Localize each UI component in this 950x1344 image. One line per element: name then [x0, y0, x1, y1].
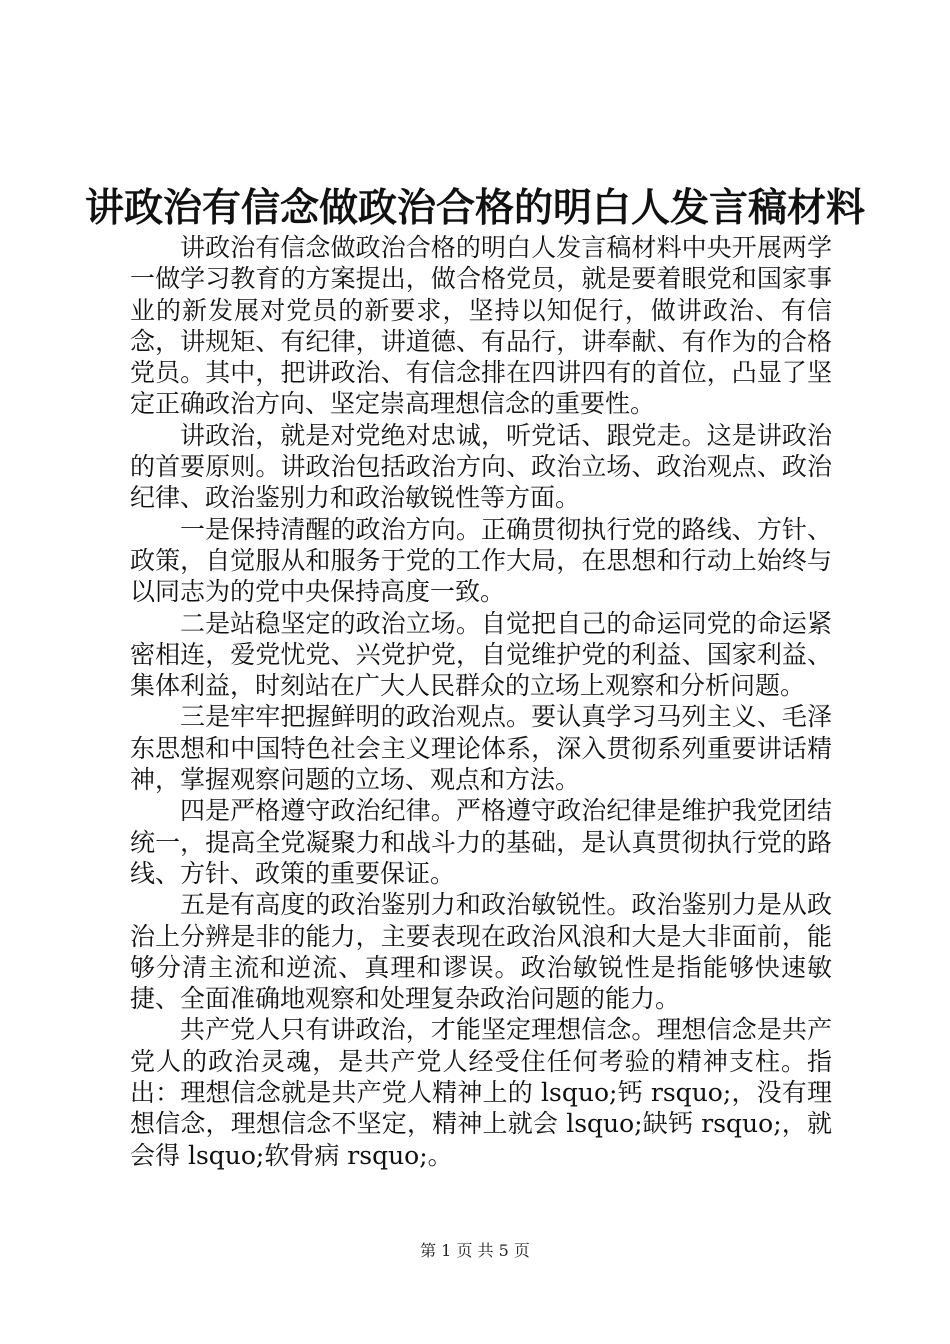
paragraph: 共产党人只有讲政治，才能坚定理想信念。理想信念是共产党人的政治灵魂，是共产党人经受住任何考验的精神支柱。指出：理想信念就是共产党人精神上的 lsquo;钙 rsquo;，没有理想信念，理想信念不坚定，精神上就会 lsquo;缺钙 rsquo;，就会得 lsquo;软骨病 rsquo;。: [130, 1015, 832, 1170]
page-footer: [0, 1240, 950, 1262]
paragraph: 二是站稳坚定的政治立场。自觉把自己的命运同党的命运紧密相连，爱党忧党、兴党护党，自觉维护党的利益、国家利益、集体利益，时刻站在广大人民群众的立场上观察和分析问题。: [130, 608, 832, 701]
document-body: [130, 232, 832, 1171]
paragraph: 五是有高度的政治鉴别力和政治敏锐性。政治鉴别力是从政治上分辨是非的能力，主要表现在政治风浪和大是大非面前，能够分清主流和逆流、真理和谬误。政治敏锐性是指能够快速敏捷、全面准确地观察和处理复杂政治问题的能力。: [130, 890, 832, 1014]
page-number-label: 第 1 页 共 5 页: [420, 1241, 530, 1260]
paragraph: 讲政治有信念做政治合格的明白人发言稿材料中央开展两学一做学习教育的方案提出，做合格党员，就是要着眼党和国家事业的新发展对党员的新要求，坚持以知促行，做讲政治、有信念，讲规矩、有纪律，讲道德、有品行，讲奉献、有作为的合格党员。其中，把讲政治、有信念排在四讲四有的首位，凸显了坚定正确政治方向、坚定崇高理想信念的重要性。: [130, 233, 832, 419]
paragraph: 三是牢牢把握鲜明的政治观点。要认真学习马列主义、毛泽东思想和中国特色社会主义理论体系，深入贯彻系列重要讲话精神，掌握观察问题的立场、观点和方法。: [130, 702, 832, 795]
paragraph: 讲政治，就是对党绝对忠诚，听党话、跟党走。这是讲政治的首要原则。讲政治包括政治方向、政治立场、政治观点、政治纪律、政治鉴别力和政治敏锐性等方面。: [130, 420, 832, 513]
document-title: 讲政治有信念做政治合格的明白人发言稿材料: [84, 185, 865, 231]
paragraph: 一是保持清醒的政治方向。正确贯彻执行党的路线、方针、政策，自觉服从和服务于党的工作大局，在思想和行动上始终与以同志为的党中央保持高度一致。: [130, 514, 832, 607]
paragraph: 四是严格遵守政治纪律。严格遵守政治纪律是维护我党团结统一，提高全党凝聚力和战斗力的基础，是认真贯彻执行党的路线、方针、政策的重要保证。: [130, 796, 832, 888]
